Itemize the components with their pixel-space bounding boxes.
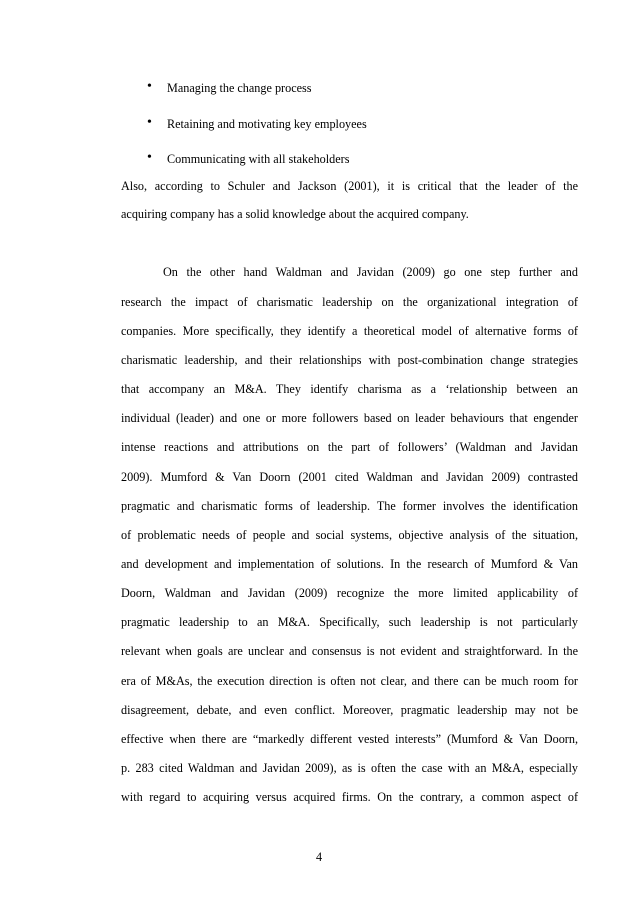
text-line: that accompany an M&A. They identify charisma as a ‘relationship between an (121, 382, 578, 396)
bullet-item (149, 78, 589, 114)
text-line: p. 283 cited Waldman and Javidan 2009), as is often the case with an M&A, especially (121, 761, 578, 775)
bullet-text: Managing the change process (167, 81, 312, 95)
text-line: intense reactions and attributions on the part of followers’ (Waldman and Javidan (121, 440, 578, 454)
text-line: with regard to acquiring versus acquired firms. On the contrary, a common aspect of (121, 790, 578, 804)
text-line: pragmatic leadership to an M&A. Specifically, such leadership is not particularly (121, 615, 578, 629)
text-line: pragmatic and charismatic forms of leadership. The former involves the identification (121, 499, 578, 513)
text-line: Also, according to Schuler and Jackson (2001), it is critical that the leader of the (121, 179, 578, 193)
text-line: effective when there are “markedly different vested interests” (Mumford & Van Doorn, (121, 732, 578, 746)
text-line: disagreement, debate, and even conflict. Moreover, pragmatic leadership may not be (121, 703, 578, 717)
text-line: charismatic leadership, and their relationships with post-combination change strategies (121, 353, 578, 367)
text-line: On the other hand Waldman and Javidan (2009) go one step further and (163, 265, 578, 279)
bullet-list (149, 78, 589, 185)
text-line: companies. More specifically, they identify a theoretical model of alternative forms of (121, 324, 578, 338)
bullet-icon: • (147, 150, 152, 165)
text-line: of problematic needs of people and social systems, objective analysis of the situation, (121, 528, 578, 542)
bullet-text: Communicating with all stakeholders (167, 152, 350, 166)
text-line: acquiring company has a solid knowledge about the acquired company. (121, 207, 469, 221)
text-line: era of M&As, the execution direction is often not clear, and there can be much room for (121, 674, 578, 688)
text-line: individual (leader) and one or more followers based on leader behaviours that engender (121, 411, 578, 425)
text-line: relevant when goals are unclear and consensus is not evident and straightforward. In the (121, 644, 578, 658)
text-line: and development and implementation of solutions. In the research of Mumford & Van (121, 557, 578, 571)
bullet-icon: • (147, 79, 152, 94)
text-line: research the impact of charismatic leadership on the organizational integration of (121, 295, 578, 309)
bullet-icon: • (147, 114, 152, 130)
text-line: 2009). Mumford & Van Doorn (2001 cited Waldman and Javidan 2009) contrasted (121, 470, 578, 484)
bullet-text: Retaining and motivating key employees (167, 116, 367, 131)
page-number: 4 (315, 850, 323, 864)
text-line: Doorn, Waldman and Javidan (2009) recognize the more limited applicability of (121, 586, 578, 600)
bullet-item (149, 114, 589, 150)
